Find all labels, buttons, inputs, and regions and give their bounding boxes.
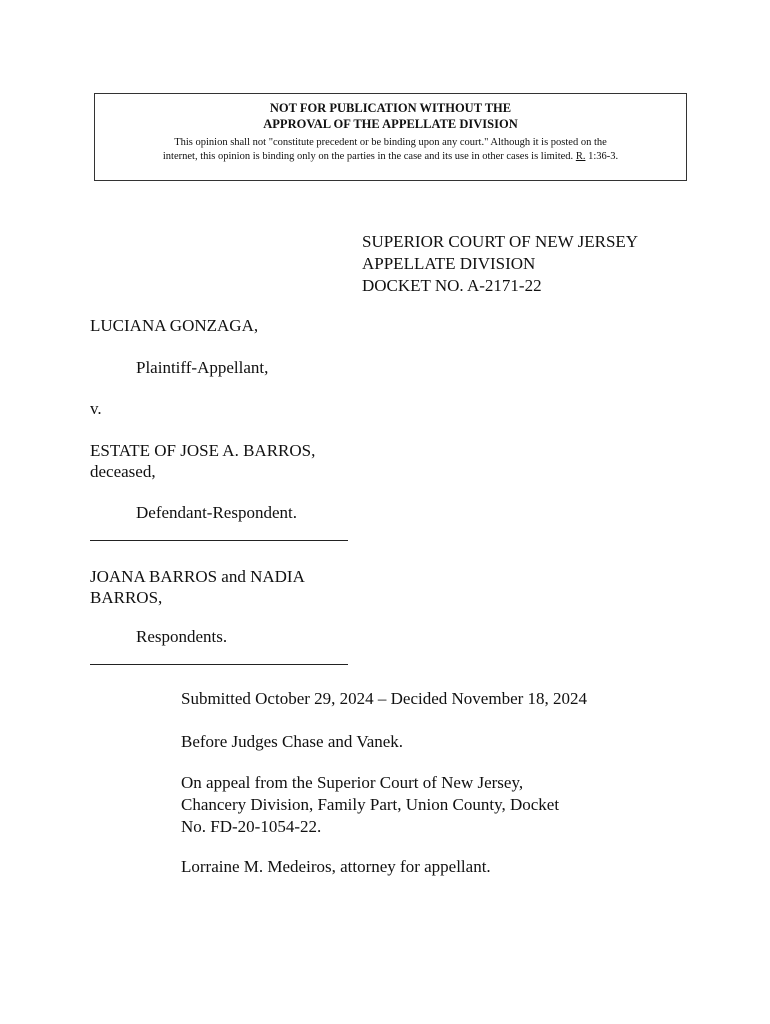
judges-line: Before Judges Chase and Vanek. bbox=[181, 732, 404, 751]
docket-number: DOCKET NO. A-2171-22 bbox=[362, 276, 542, 295]
defendant-name-line2: deceased, bbox=[90, 462, 156, 481]
rule-abbrev: R. bbox=[575, 151, 586, 162]
appeal-origin bbox=[181, 772, 591, 838]
appeal-origin-line2: Chancery Division, Family Part, Union County, Docket bbox=[181, 795, 560, 814]
publication-notice-box bbox=[94, 93, 687, 181]
notice-heading-line2: APPROVAL OF THE APPELLATE DIVISION bbox=[263, 117, 518, 131]
notice-body-line1: This opinion shall not "constitute precedent or be binding upon any court." Although it is posted on the bbox=[174, 137, 607, 148]
notice-body bbox=[95, 136, 686, 164]
court-name: SUPERIOR COURT OF NEW JERSEY bbox=[362, 232, 639, 251]
attorney-line: Lorraine M. Medeiros, attorney for appellant. bbox=[181, 857, 491, 876]
plaintiff-name: LUCIANA GONZAGA, bbox=[90, 316, 259, 335]
notice-heading-line1: NOT FOR PUBLICATION WITHOUT THE bbox=[269, 101, 512, 115]
court-heading bbox=[362, 231, 638, 297]
respondents-role: Respondents. bbox=[136, 627, 228, 646]
versus-label: v. bbox=[90, 399, 102, 418]
notice-body-line2-text: internet, this opinion is binding only on the parties in the case and its use in other cases is limited. bbox=[162, 151, 574, 162]
notice-body-line2 bbox=[103, 150, 678, 164]
defendant-role: Defendant-Respondent. bbox=[136, 503, 297, 522]
court-division: APPELLATE DIVISION bbox=[362, 254, 536, 273]
notice-heading bbox=[95, 100, 686, 132]
decision-dates: Submitted October 29, 2024 – Decided November 18, 2024 bbox=[181, 689, 588, 708]
caption-divider-1 bbox=[90, 540, 348, 541]
caption-divider-2 bbox=[90, 664, 348, 665]
appeal-origin-line3: No. FD-20-1054-22. bbox=[181, 817, 322, 836]
plaintiff-role: Plaintiff-Appellant, bbox=[136, 358, 269, 377]
appeal-origin-line1: On appeal from the Superior Court of New Jersey, bbox=[181, 773, 524, 792]
defendant-name-line1: ESTATE OF JOSE A. BARROS, bbox=[90, 441, 316, 460]
respondents-name-line2: BARROS, bbox=[90, 588, 163, 607]
respondents-name-line1: JOANA BARROS and NADIA bbox=[90, 567, 305, 586]
rule-number: 1:36-3. bbox=[588, 151, 619, 162]
